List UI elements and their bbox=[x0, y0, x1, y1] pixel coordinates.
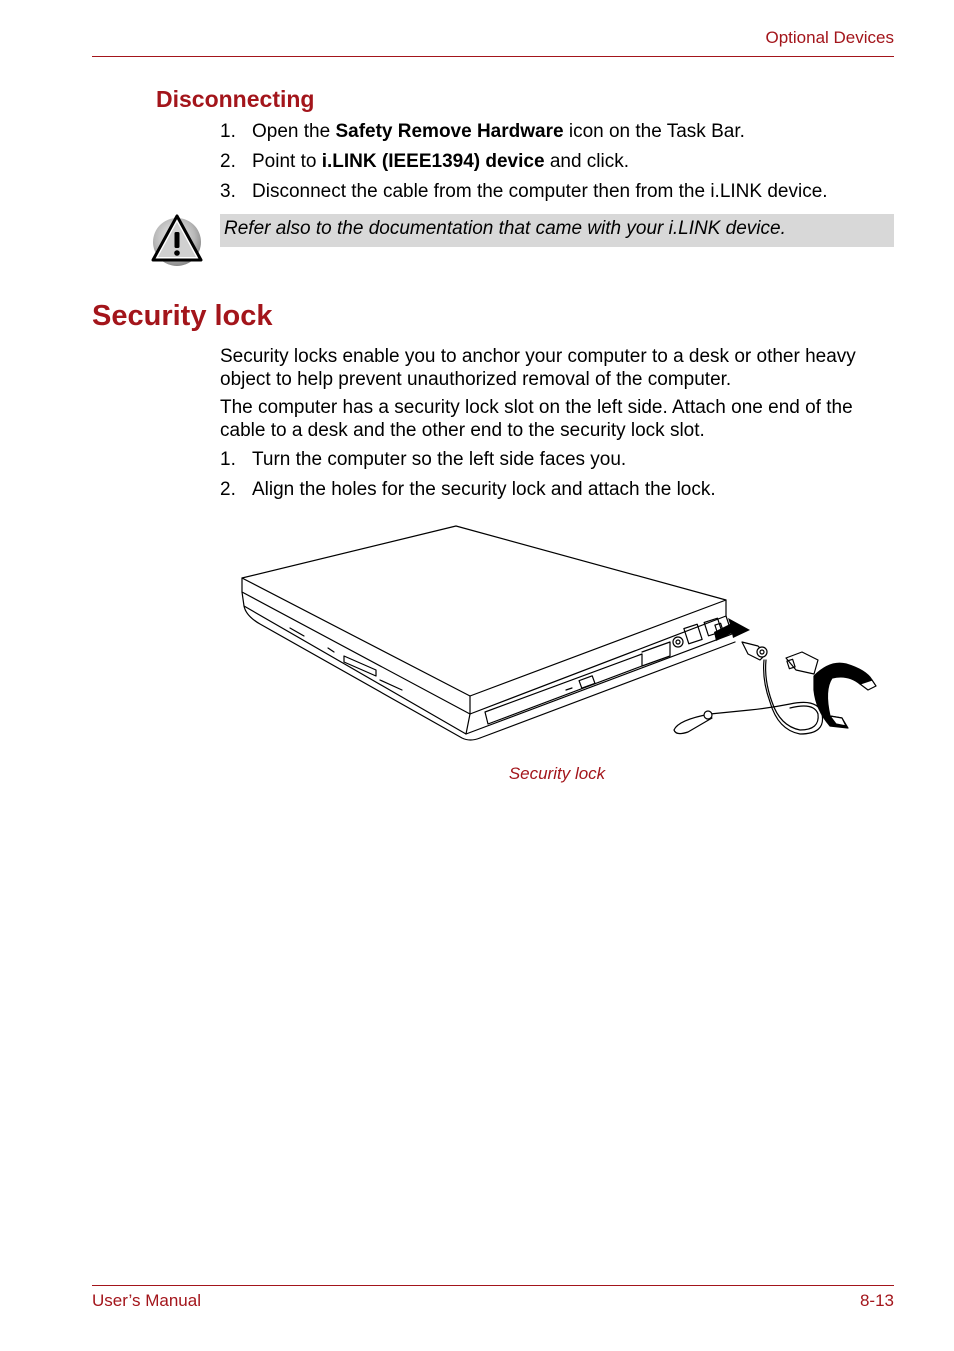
step-text: icon on the Task Bar. bbox=[563, 121, 745, 142]
note-box: Refer also to the documentation that came with your i.LINK device. bbox=[220, 214, 894, 247]
step-bold-text: Safety Remove Hardware bbox=[335, 121, 564, 142]
step-text: Turn the computer so the left side faces you. bbox=[252, 449, 627, 470]
caution-icon bbox=[150, 212, 204, 268]
step-text: and click. bbox=[544, 151, 630, 172]
list-item bbox=[220, 120, 828, 150]
step-number: 3. bbox=[220, 181, 236, 202]
step-text: Align the holes for the security lock and attach the lock. bbox=[252, 479, 716, 500]
security-slot-paragraph: The computer has a security lock slot on the left side. Attach one end of the cable to a desk and the other end to the security lock slot. bbox=[220, 397, 853, 441]
list-item bbox=[220, 478, 716, 508]
disconnect-steps bbox=[220, 120, 828, 210]
list-item bbox=[220, 448, 716, 478]
step-text: Point to bbox=[252, 151, 322, 172]
list-item bbox=[220, 150, 828, 180]
running-header: Optional Devices bbox=[765, 28, 894, 47]
security-intro-paragraph: Security locks enable you to anchor your computer to a desk or other heavy object to help prevent unauthorized removal of the computer. bbox=[220, 346, 856, 390]
step-number: 2. bbox=[220, 151, 236, 172]
step-text: Disconnect the cable from the computer then from the i.LINK device. bbox=[252, 181, 828, 202]
security-lock-illustration bbox=[230, 520, 890, 750]
security-steps bbox=[220, 448, 716, 508]
disconnecting-heading: Disconnecting bbox=[156, 86, 315, 112]
step-number: 2. bbox=[220, 479, 236, 500]
page-number: 8-13 bbox=[859, 1291, 894, 1310]
step-number: 1. bbox=[220, 449, 236, 470]
figure-caption: Security lock bbox=[508, 764, 606, 783]
list-item bbox=[220, 180, 828, 210]
step-text: Open the bbox=[252, 121, 336, 142]
footer-manual-title: User’s Manual bbox=[92, 1291, 201, 1310]
footer-divider bbox=[92, 1285, 894, 1286]
step-bold-text: i.LINK (IEEE1394) device bbox=[321, 151, 545, 172]
header-divider bbox=[92, 56, 894, 57]
security-lock-heading: Security lock bbox=[92, 300, 273, 332]
step-number: 1. bbox=[220, 121, 236, 142]
